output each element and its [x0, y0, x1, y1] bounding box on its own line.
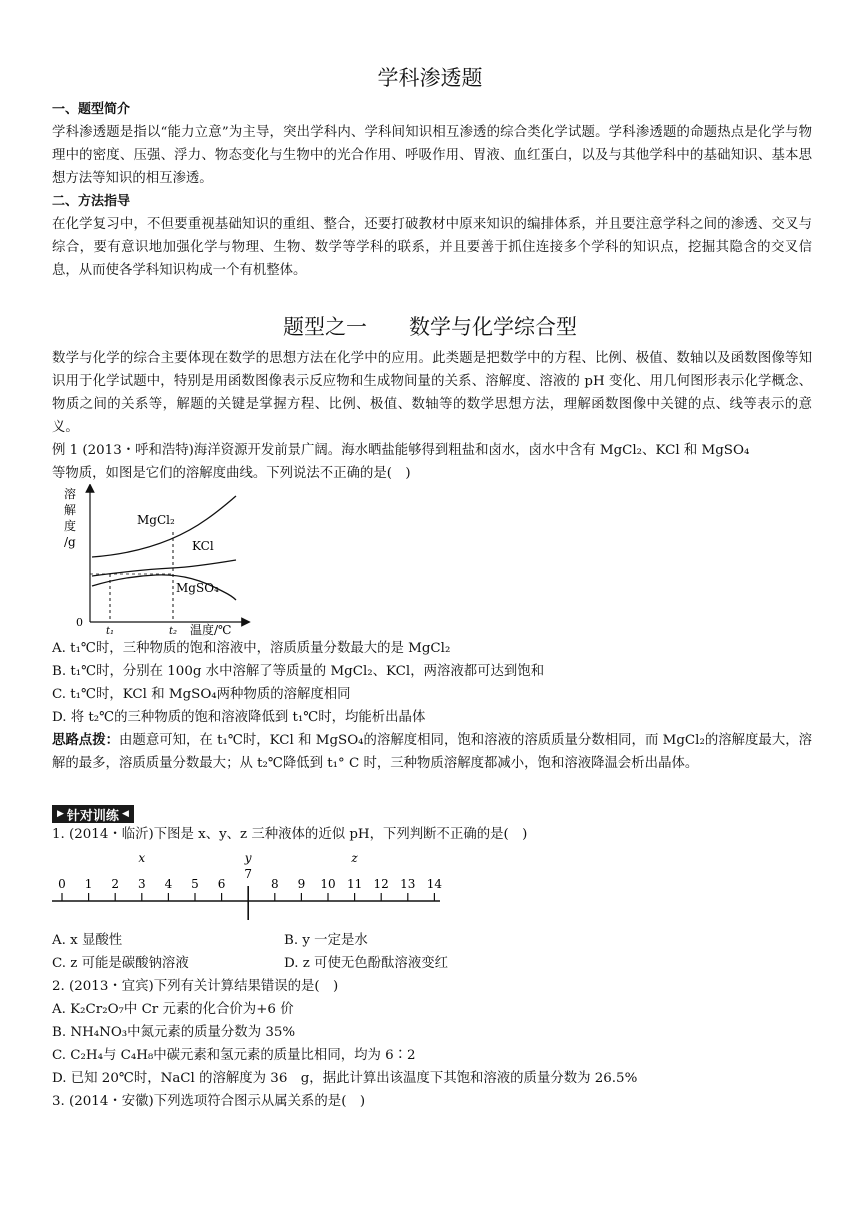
question1-option-d: D. z 可使无色酚酞溶液变红	[284, 956, 448, 971]
origin-label: 0	[76, 616, 83, 629]
solubility-chart	[52, 484, 252, 640]
ph-tick-label: 2	[111, 877, 120, 891]
question1-option-a: A. x 显酸性	[52, 933, 123, 948]
triangle-left-icon: ◀	[121, 809, 129, 819]
training-tag	[52, 801, 134, 823]
label-kcl: KCl	[192, 539, 214, 553]
ylabel-char-4: /g	[64, 535, 76, 549]
ph-tick-label: 1	[84, 877, 93, 891]
ph-tick-label: 4	[164, 877, 173, 891]
section-heading-method: 二、方法指导	[52, 194, 131, 209]
ylabel-char-2: 解	[64, 503, 77, 517]
ph-tick-label: 10	[320, 877, 336, 891]
ylabel-char-1: 溶	[64, 487, 77, 501]
ph-tick-label: 5	[191, 877, 199, 891]
example1-stem-line2: 等物质，如图是它们的溶解度曲线。下列说法不正确的是( )	[52, 466, 411, 481]
question2-option-b: B. NH₄NO₃中氮元素的质量分数为 35%	[52, 1025, 296, 1040]
label-mgcl2: MgCl₂	[137, 513, 175, 527]
type1-title: 题型之一 数学与化学综合型	[283, 315, 577, 339]
t2-label: t₂	[169, 626, 178, 637]
ph-tick-label: 8	[270, 877, 279, 891]
section-body-intro: 学科渗透题是指以“能力立意”为主导，突出学科内、学科间知识相互渗透的综合类化学试题。学科渗透题的命题热点是化学与物理中的密度、压强、浮力、物态变化与生物中的光合作用、呼吸作用、胃液、血红蛋白，以及与其他学科中的基础知识、基本思想方法等知识的相互渗透。	[52, 125, 812, 186]
ph-marker-y: y	[244, 851, 252, 865]
hint-label: 思路点拨：	[52, 733, 120, 748]
question1-option-b: B. y 一定是水	[284, 933, 368, 948]
ph-tick-label: 14	[426, 877, 443, 891]
training-tag-label: 针对训练	[66, 808, 119, 824]
example1-option-c: C. t₁℃时，KCl 和 MgSO₄两种物质的溶解度相同	[52, 687, 351, 702]
ylabel-char-3: 度	[64, 519, 77, 533]
example1-block	[52, 347, 812, 485]
example1-stem-line1: 例 1 (2013・呼和浩特)海洋资源开发前景广阔。海水晒盐能够得到粗盐和卤水，卤水中含有 MgCl₂、KCl 和 MgSO₄	[52, 443, 750, 458]
ph-tick-label: 6	[217, 877, 226, 891]
question2-option-d: D. 已知 20℃时，NaCl 的溶解度为 36 g，据此计算出该温度下其饱和溶液的质量分数为 26.5%	[52, 1071, 638, 1086]
ph-tick-label: 7	[244, 867, 253, 881]
question1-stem: 1. (2014・临沂)下图是 x、y、z 三种液体的近似 pH，下列判断不正确的是( )	[52, 827, 528, 842]
document-title: 学科渗透题	[377, 66, 483, 90]
t1-label: t₁	[106, 626, 115, 637]
ph-tick-label: 9	[297, 877, 306, 891]
ph-marker-z: z	[351, 851, 358, 865]
xlabel: 温度/℃	[190, 623, 232, 637]
question2-option-c: C. C₂H₄与 C₄H₈中碳元素和氢元素的质量比相同，均为 6∶2	[52, 1048, 416, 1063]
intro-sections	[52, 98, 812, 282]
type1-intro: 数学与化学的综合主要体现在数学的思想方法在化学中的应用。此类题是把数学中的方程、比例、极值、数轴以及函数图像等知识用于化学试题中，特别是用函数图像表示反应物和生成物间量的关系、溶解度、溶液的 pH 变化、用几何图形表示化学概念、物质之间的关系等，解题的关键是掌握方程、比例、极值、数轴等的数学思想方法，理解函数图像中关键的点、线等表示的意义。	[52, 351, 812, 435]
question1-option-c: C. z 可能是碳酸钠溶液	[52, 956, 189, 971]
hint-text: 由题意可知，在 t₁℃时，KCl 和 MgSO₄的溶解度相同，饱和溶液的溶质质量分数相同，而 MgCl₂的溶解度最大，溶解的最多，溶质质量分数最大；从 t₂℃降低到 t₁° C 时，三种物质溶解度都减小，饱和溶液降温会析出晶体。	[52, 733, 813, 771]
ph-tick-label: 13	[400, 877, 416, 891]
curve-kcl	[92, 560, 236, 576]
example1-option-a: A. t₁℃时，三种物质的饱和溶液中，溶质质量分数最大的是 MgCl₂	[52, 641, 451, 656]
question1-stem-block	[52, 823, 812, 846]
example1-options	[52, 637, 812, 775]
example1-option-b: B. t₁℃时，分别在 100g 水中溶解了等质量的 MgCl₂、KCl，两溶液都可达到饱和	[52, 664, 545, 679]
question2-stem: 2. (2013・宜宾)下列有关计算结果错误的是( )	[52, 979, 339, 994]
triangle-right-icon: ▶	[57, 809, 64, 819]
question1-options	[52, 929, 812, 1113]
ph-tick-label: 3	[137, 877, 146, 891]
ph-tick-label: 12	[373, 877, 389, 891]
ph-tick-label: 11	[346, 877, 363, 891]
ph-tick-label: 0	[58, 877, 66, 891]
ph-number-line	[52, 848, 452, 922]
label-mgso4: MgSO₄	[176, 581, 219, 595]
question2-option-a: A. K₂Cr₂O₇中 Cr 元素的化合价为+6 价	[52, 1002, 294, 1017]
section-heading-intro: 一、题型简介	[52, 102, 131, 117]
ph-marker-x: x	[138, 851, 146, 865]
hint-paragraph	[52, 729, 812, 775]
example1-option-d: D. 将 t₂℃的三种物质的饱和溶液降低到 t₁℃时，均能析出晶体	[52, 710, 426, 725]
question3-stem: 3. (2014・安徽)下列选项符合图示从属关系的是( )	[52, 1094, 366, 1109]
section-body-method: 在化学复习中，不但要重视基础知识的重组、整合，还要打破教材中原来知识的编排体系，并且要注意学科之间的渗透、交叉与综合，要有意识地加强化学与物理、生物、数学等学科的联系，并且要善于抓住连接多个学科的知识点，挖掘其隐含的交叉信息，从而使各学科知识构成一个有机整体。	[52, 217, 812, 278]
